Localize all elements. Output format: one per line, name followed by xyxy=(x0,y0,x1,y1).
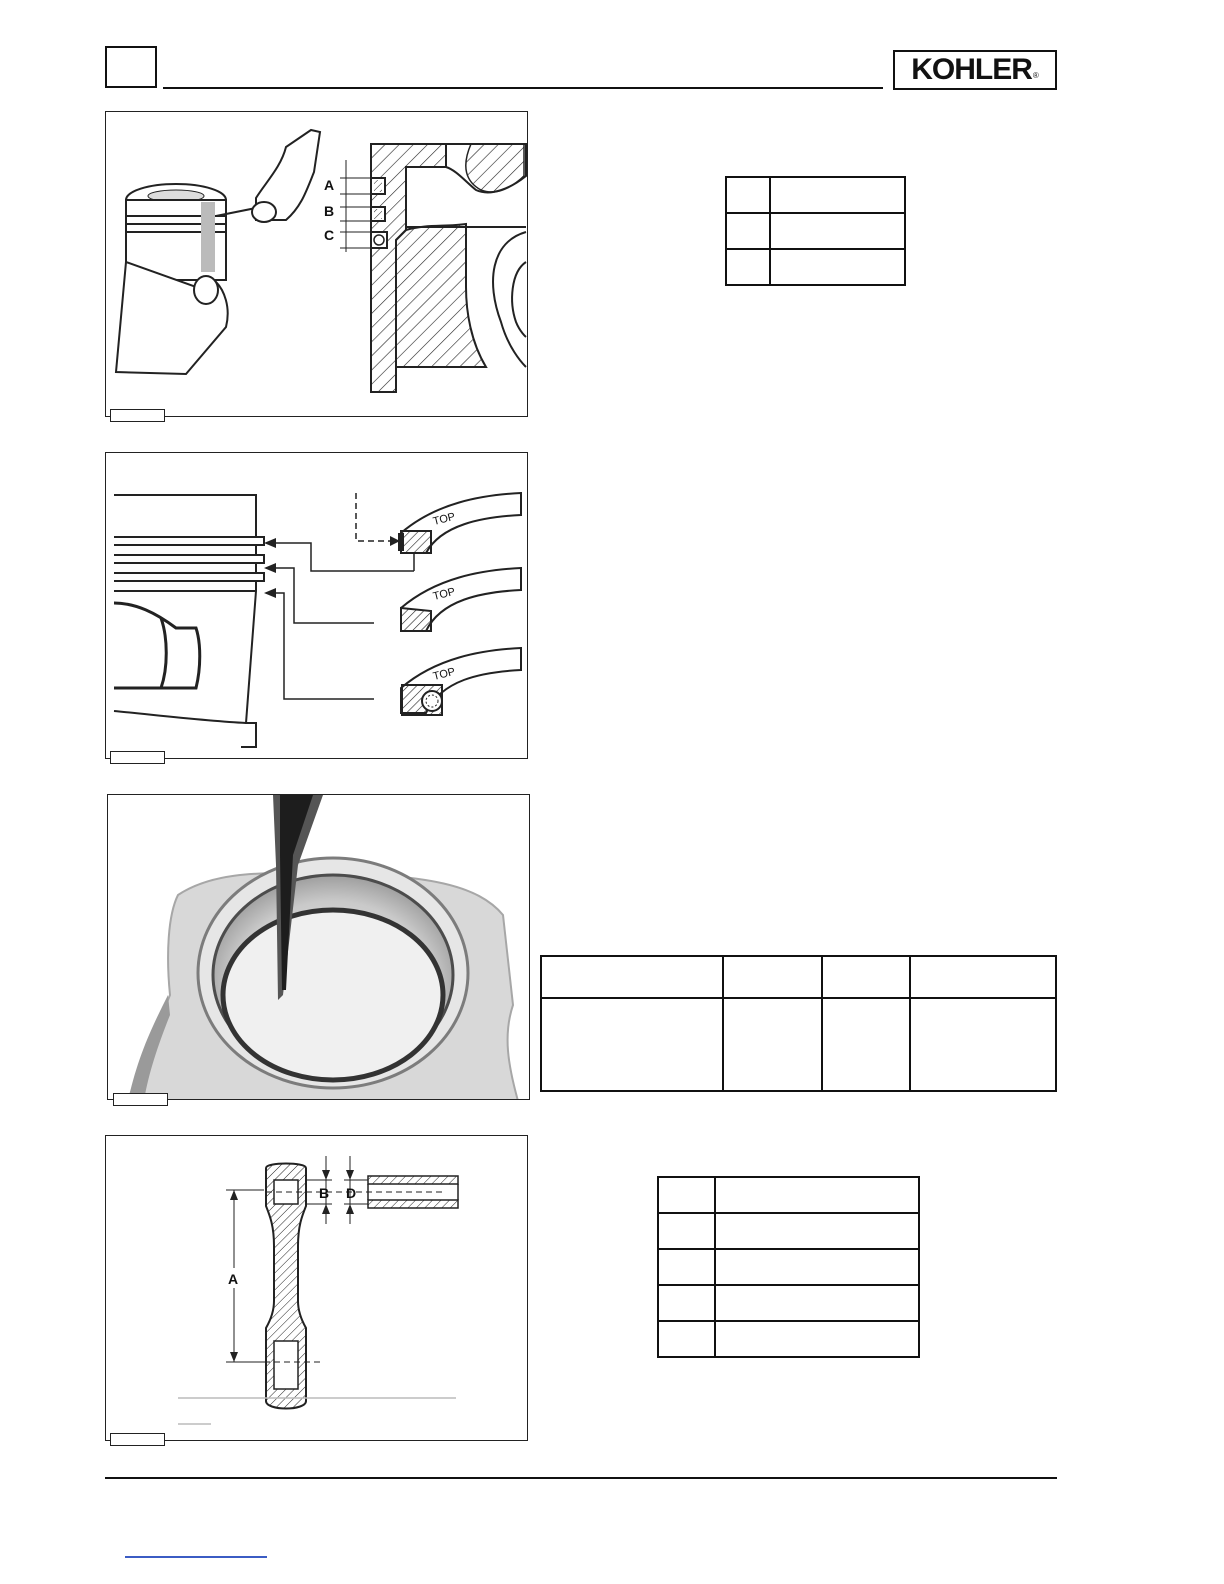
label-a: A xyxy=(324,177,335,193)
table-cell xyxy=(910,998,1056,1091)
header-rule xyxy=(163,87,883,89)
kohler-logo xyxy=(893,50,1057,90)
ring-clearance-table xyxy=(725,176,906,286)
ring-gap-photo xyxy=(108,795,530,1100)
figure-ring-clearance xyxy=(105,111,528,417)
table-cell xyxy=(658,1249,715,1285)
table-header-cell xyxy=(723,956,822,998)
ring-mark-top: TOP xyxy=(431,665,457,683)
table-cell xyxy=(715,1249,919,1285)
footer-link[interactable] xyxy=(125,1556,267,1558)
table-cell xyxy=(770,213,905,249)
figure-number-tab xyxy=(113,1093,168,1106)
page-number-box xyxy=(105,46,157,88)
table-cell xyxy=(658,1213,715,1249)
table-cell xyxy=(726,249,770,285)
table-cell xyxy=(658,1321,715,1357)
ring-mark-top: TOP xyxy=(431,510,457,528)
connecting-rod-table xyxy=(657,1176,920,1358)
ring-gap-table xyxy=(540,955,1057,1092)
footer-rule xyxy=(105,1477,1057,1479)
table-cell xyxy=(658,1285,715,1321)
figure-number-tab xyxy=(110,751,165,764)
figure-connecting-rod xyxy=(105,1135,528,1441)
table-cell xyxy=(726,213,770,249)
label-d: D xyxy=(346,1185,357,1201)
table-cell xyxy=(715,1321,919,1357)
connecting-rod-illustration xyxy=(106,1136,528,1441)
ring-profiles-illustration xyxy=(106,453,528,759)
label-c: C xyxy=(324,227,335,243)
table-cell xyxy=(715,1285,919,1321)
table-cell xyxy=(658,1177,715,1213)
label-b: B xyxy=(324,203,335,219)
figure-number-tab xyxy=(110,409,165,422)
table-cell xyxy=(770,249,905,285)
ring-clearance-illustration xyxy=(106,112,528,417)
table-cell xyxy=(541,998,723,1091)
ring-mark-top: TOP xyxy=(431,585,457,603)
table-cell xyxy=(723,998,822,1091)
table-cell xyxy=(770,177,905,213)
table-header-cell xyxy=(910,956,1056,998)
label-a: A xyxy=(228,1271,239,1287)
label-b: B xyxy=(319,1185,330,1201)
table-header-cell xyxy=(822,956,910,998)
logo-text: KOHLER xyxy=(911,53,1032,86)
registered-mark: ® xyxy=(1032,71,1039,80)
figure-ring-profiles xyxy=(105,452,528,759)
figure-ring-gap-photo xyxy=(107,794,530,1100)
table-cell xyxy=(715,1177,919,1213)
table-cell xyxy=(822,998,910,1091)
table-cell xyxy=(726,177,770,213)
figure-number-tab xyxy=(110,1433,165,1446)
table-header-cell xyxy=(541,956,723,998)
table-cell xyxy=(715,1213,919,1249)
